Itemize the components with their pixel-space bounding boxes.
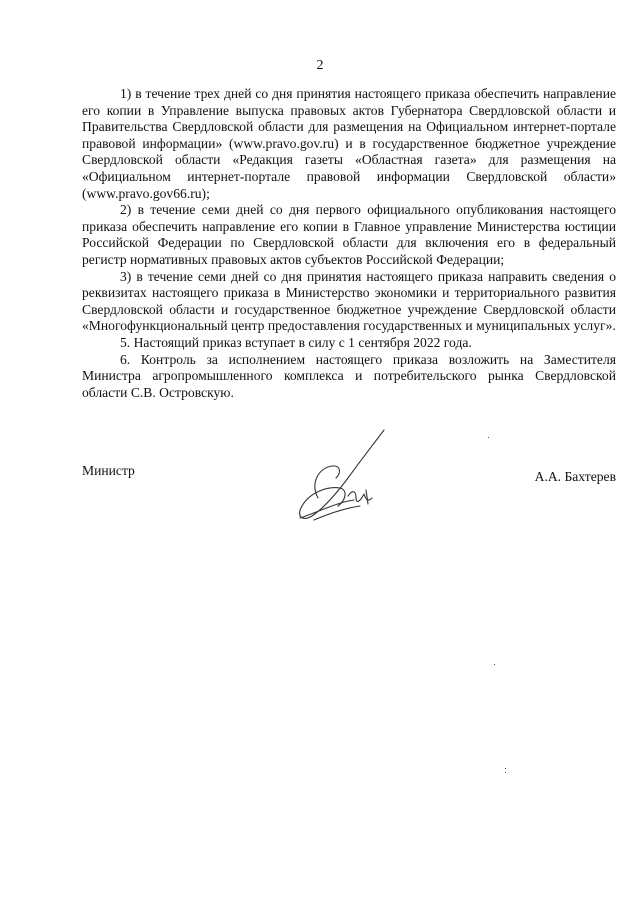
scan-speck xyxy=(488,437,489,438)
page-number: 2 xyxy=(316,58,324,73)
paragraph-item-6: 6. Контроль за исполнением настоящего приказа возложить на Заместителя Министра агропромышленного комплекса и потребительского рынка Свердловской области С.В. Островскую. xyxy=(82,351,616,400)
signatory-name: А.А. Бахтерев xyxy=(534,469,616,484)
paragraph-item-2: 2) в течение семи дней со дня первого официального опубликования настоящего приказа обеспечить направление его копии в Главное управление Министерства юстиции Российской Федерации по Свердловской области для включения его в федеральный регистр нормативных правовых актов субъектов Российской Федерации; xyxy=(82,202,616,267)
paragraph-item-1: 1) в течение трех дней со дня принятия настоящего приказа обеспечить направление его копии в Управление выпуска правовых актов Губернатора Свердловской области и Правительства Свердловской области для размещения на Официальном интернет-портале правовой информации» (www.pravo.gov.ru) и в государственное бюджетное учреждение Свердловской области «Редакция газеты «Областная газета» для размещения на «Официальном интернет-портале правовой информации Свердловской области» (www.pravo.gov66.ru); xyxy=(82,86,616,201)
handwritten-signature-icon xyxy=(288,428,388,523)
scan-speck xyxy=(494,664,495,665)
document-body xyxy=(82,86,616,401)
signatory-title: Министр xyxy=(82,463,135,478)
scan-speck xyxy=(505,772,506,773)
paragraph-item-3: 3) в течение семи дней со дня принятия настоящего приказа направить сведения о реквизитах настоящего приказа в Министерство экономики и территориального развития Свердловской области и государственное бюджетное учреждение Свердловской области «Многофункциональный центр предоставления государственных и муниципальных услуг». xyxy=(82,268,616,334)
paragraph-item-5: 5. Настоящий приказ вступает в силу с 1 сентября 2022 года. xyxy=(120,334,472,350)
scan-speck xyxy=(505,768,506,769)
